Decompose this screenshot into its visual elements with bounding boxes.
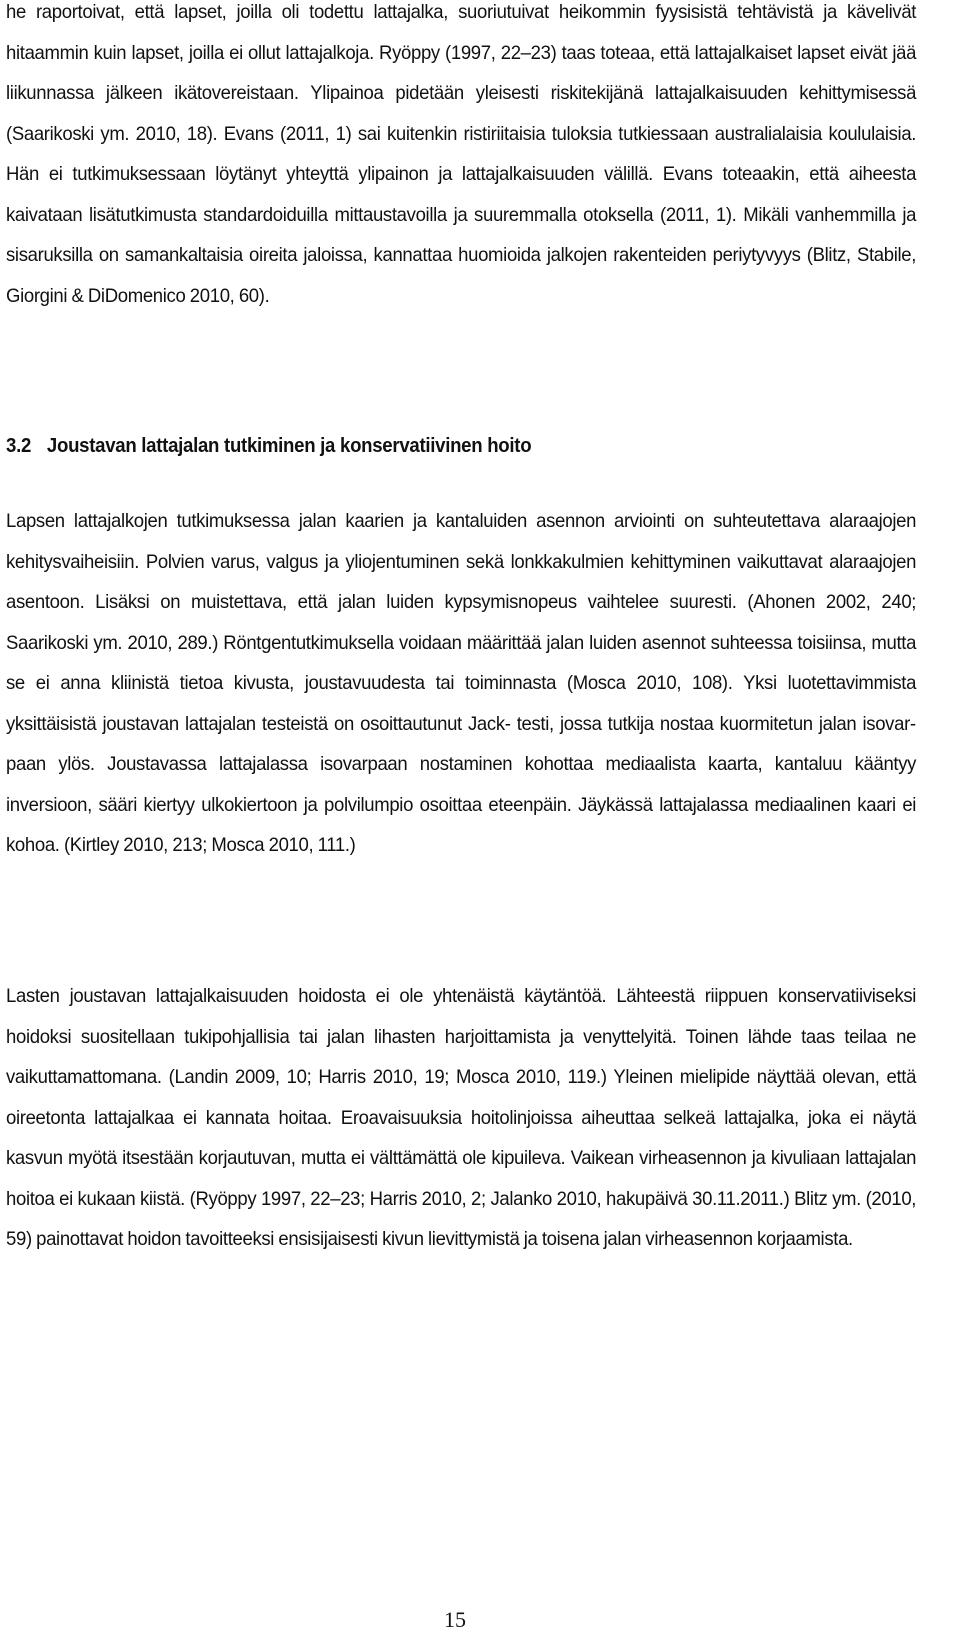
- body-paragraph-2: Lapsen lattajalkojen tutkimuksessa jalan kaarien ja kantaluiden asennon arviointi on suhteutettava alaraajojen kehitysvaiheisiin. Polvien varus, valgus ja yliojentuminen sekä lonkkakulmien kehittyminen vaikuttavat alaraajojen asentoon. Lisäksi on muistettava, että jalan luiden kypsymisnopeus vaihtelee suuresti. (Ahonen 2002, 240; Saarikoski ym. 2010, 289.) Röntgentutkimuksella voidaan määrittää jalan luiden asennot suhteessa toisiinsa, mutta se ei anna kliinistä tietoa kivusta, joustavuudesta tai toiminnasta (Mosca 2010, 108). Yksi luotettavimmista yksittäisistä joustavan lattajalan testeistä on osoittautunut Jack- testi, jossa tutkija nostaa kuormitetun jalan isovarpaan ylös. Joustavassa lattajalassa isovarpaan nostaminen kohottaa mediaalista kaarta, kantaluu kääntyy inversioon, sääri kiertyy ulkokiertoon ja polvilumpio osoittaa eteenpäin. Jäykässä lattajalassa mediaalinen kaari ei kohoa. (Kirtley 2010, 213; Mosca 2010, 111.): [6, 510, 917, 856]
- body-paragraph-3: Lasten joustavan lattajalkaisuuden hoidosta ei ole yhtenäistä käytäntöä. Lähteestä riippuen konservatiiviseksi hoidoksi suositellaan tukipohjallisia tai jalan lihasten harjoittamista ja venyttelyitä. Toinen lähde taas teilaa ne vaikuttamattomana. (Landin 2009, 10; Harris 2010, 19; Mosca 2010, 119.) Yleinen mielipide näyttää olevan, että oireetonta lattajalkaa ei kannata hoitaa. Eroavaisuuksia hoitolinjoissa aiheuttaa selkeä lattajalka, joka ei näytä kasvun myötä itsestään korjautuvan, mutta ei välttämättä ole kipuileva. Vaikean virheasennon ja kivuliaan lattajalan hoitoa ei kukaan kiistä. (Ryöppy 1997, 22–23; Harris 2010, 2; Jalanko 2010, hakupäivä 30.11.2011.) Blitz ym. (2010, 59) painottavat hoidon tavoitteeksi ensisijaisesti kivun lievittymistä ja toisena jalan virheasennon korjaamista.: [6, 985, 917, 1250]
- page-number: 15: [444, 1607, 466, 1632]
- section-heading: [6, 426, 531, 466]
- body-paragraph-1: he raportoivat, että lapset, joilla oli todettu lattajalka, suoriutuivat heikommin fyysisistä tehtävistä ja kävelivät hitaammin kuin lapset, joilla ei ollut lattajalkoja. Ryöppy (1997, 22–23) taas toteaa, että lattajalkaiset lapset eivät jää liikunnassa jälkeen ikätovereistaan. Ylipainoa pidetään yleisesti riskitekijänä lattajalkaisuuden kehittymisessä (Saarikoski ym. 2010, 18). Evans (2011, 1) sai kuitenkin ristiriitaisia tuloksia tutkiessaan australialaisia koululaisia. Hän ei tutkimuksessaan löytänyt yhteyttä ylipainon ja lattajalkaisuuden välillä. Evans toteaakin, että aiheesta kaivataan lisätutkimusta standardoiduilla mittaustavoilla ja suuremmalla otoksella (2011, 1). Mikäli vanhemmilla ja sisaruksilla on samankaltaisia oireita jaloissa, kannattaa huomioida jalkojen rakenteiden periytyvyys (Blitz, Stabile, Giorgini & DiDomenico 2010, 60).: [6, 1, 917, 307]
- section-title: Joustavan lattajalan tutkiminen ja konservatiivinen hoito: [46, 435, 532, 457]
- section-number: 3.2: [6, 435, 32, 457]
